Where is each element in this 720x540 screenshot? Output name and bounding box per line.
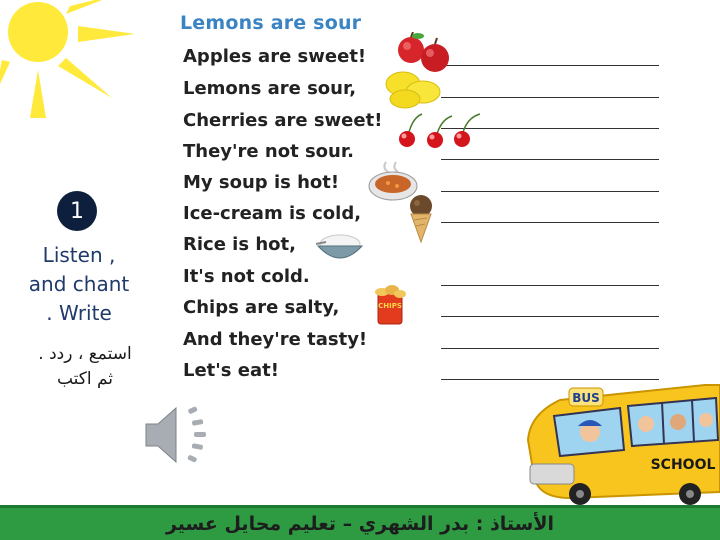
writing-line[interactable] — [441, 316, 659, 317]
chips-bag-label: CHIPS — [378, 302, 402, 310]
bus-sign-top: BUS — [572, 391, 600, 405]
poem-line: Ice-cream is cold, — [183, 203, 362, 224]
poem-line: Let's eat! — [183, 360, 279, 381]
poem-line: And they're tasty! — [183, 329, 368, 350]
poem-title: Lemons are sour — [180, 12, 362, 34]
ice-cream-icon — [405, 194, 437, 244]
writing-line[interactable] — [441, 97, 659, 98]
school-bus-icon — [520, 380, 720, 505]
footer-bar — [0, 505, 720, 540]
instruction-line: استمع ، ردد . — [38, 344, 132, 364]
poem-line: Rice is hot, — [183, 234, 296, 255]
instruction-line: . Write — [46, 301, 112, 325]
lemons-icon — [383, 70, 443, 110]
instruction-english — [14, 241, 144, 328]
poem-line: My soup is hot! — [183, 172, 340, 193]
poem-line: They're not sour. — [183, 141, 354, 162]
cherries-icon — [396, 112, 488, 148]
instruction-line: ثم اكتب — [56, 369, 114, 389]
poem-line: It's not cold. — [183, 266, 310, 287]
instruction-arabic — [20, 342, 150, 392]
writing-line[interactable] — [441, 222, 659, 223]
poem-line: Chips are salty, — [183, 297, 340, 318]
poem-line: Apples are sweet! — [183, 46, 367, 67]
teacher-credit: الأستاذ : بدر الشهري – تعليم محايل عسير — [165, 513, 555, 535]
writing-line[interactable] — [441, 285, 659, 286]
chips-icon — [372, 282, 408, 330]
instruction-line: Listen , — [42, 243, 116, 267]
sun-icon — [0, 0, 140, 120]
writing-line[interactable] — [441, 348, 659, 349]
activity-number-badge: 1 — [57, 191, 97, 231]
poem-line: Cherries are sweet! — [183, 110, 383, 131]
instruction-line: and chant — [28, 272, 130, 296]
rice-bowl-icon — [314, 232, 364, 266]
writing-line[interactable] — [441, 159, 659, 160]
writing-line[interactable] — [441, 65, 659, 66]
speaker-icon[interactable] — [142, 400, 217, 470]
writing-line[interactable] — [441, 191, 659, 192]
poem-line: Lemons are sour, — [183, 78, 357, 99]
bus-sign-side: SCHOOL — [650, 457, 716, 473]
apples-icon — [393, 32, 455, 74]
